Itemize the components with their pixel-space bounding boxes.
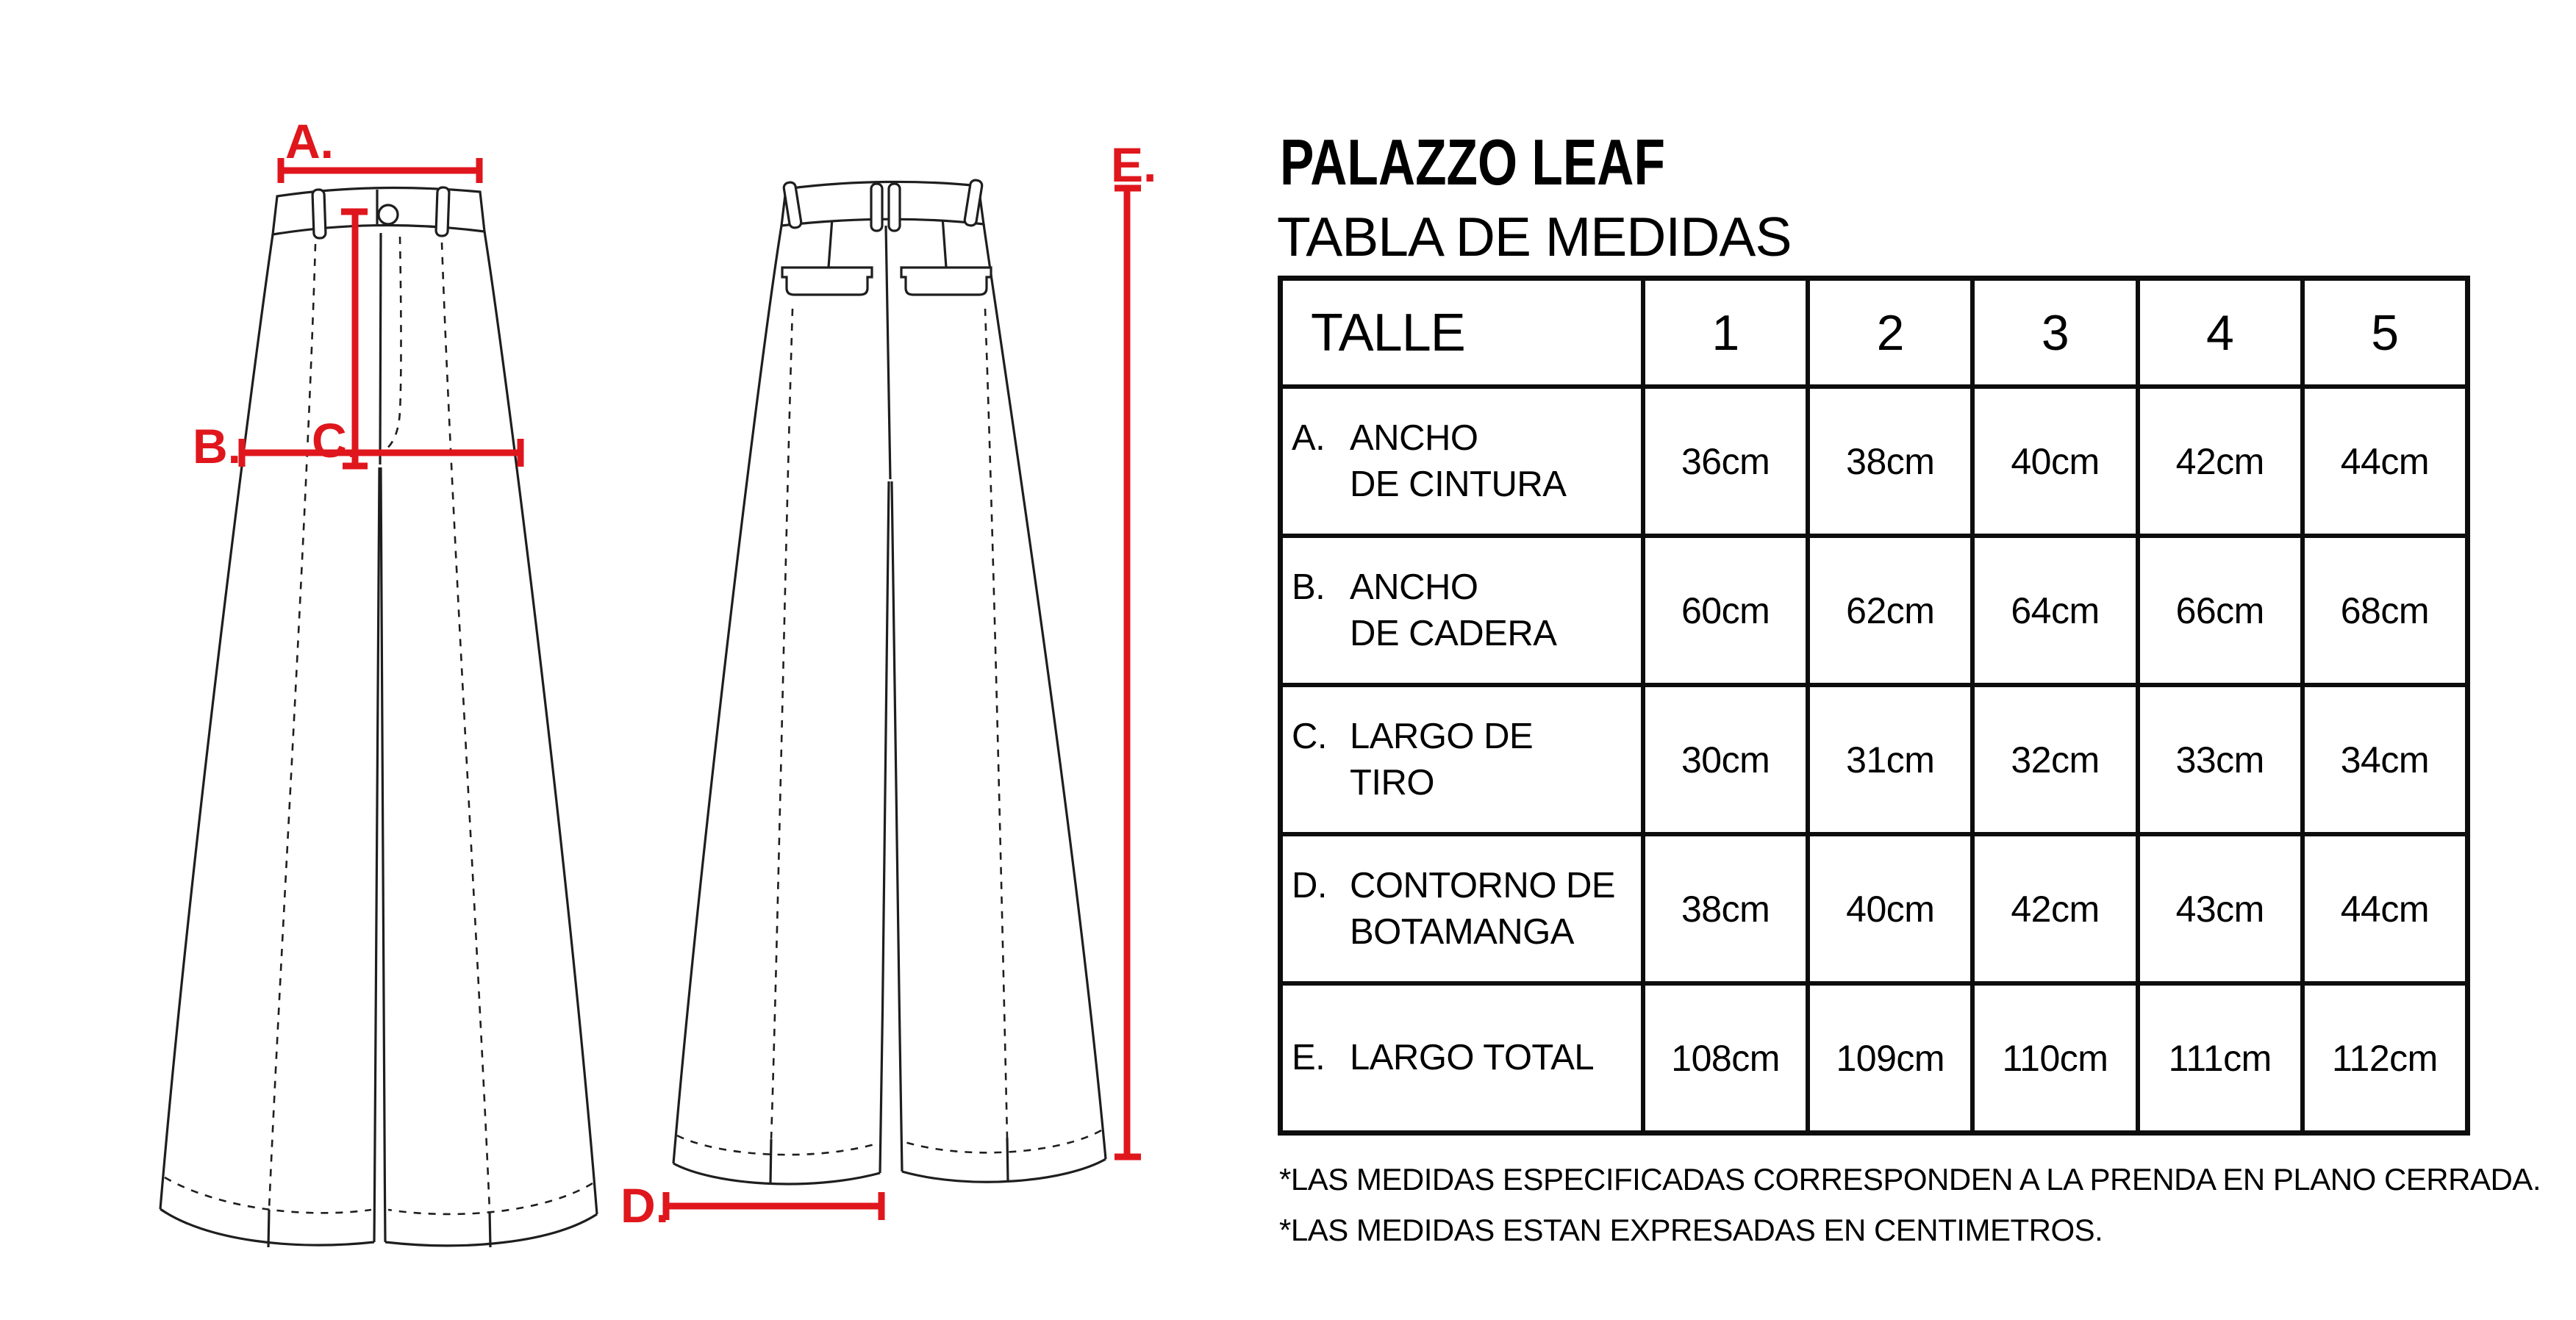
measure-line-e [1115,188,1141,1157]
back-left-dart [829,218,832,268]
page-subtitle: TABLA DE MEDIDAS [1277,206,1792,268]
cell-e-1: 108cm [1641,981,1806,1130]
cell-b-3: 64cm [1970,534,2135,683]
measure-line-d [666,1192,881,1220]
front-left-hem [160,1209,374,1245]
table-header-size-3: 3 [1970,281,2135,384]
cell-c-1: 30cm [1641,683,1806,832]
cell-c-3: 32cm [1970,683,2135,832]
front-left-outseam [160,234,273,1209]
measure-label-d: D. [620,1178,669,1233]
cell-b-1: 60cm [1641,534,1806,683]
back-left-outseam [673,226,781,1163]
back-right-pocket [901,268,991,295]
front-button [379,205,398,224]
front-left-inseam [374,467,379,1242]
cell-a-1: 36cm [1641,384,1806,534]
row-label-contorno-botamanga: D. CONTORNO DE BOTAMANGA [1283,832,1641,981]
cell-e-4: 111cm [2136,981,2300,1130]
front-right-outseam [484,232,597,1214]
size-table [1278,276,2470,1136]
measure-label-c: C. [312,413,360,467]
back-right-hem [902,1159,1106,1182]
table-header-size-2: 2 [1806,281,1970,384]
front-fly-stitch [379,237,401,454]
back-left-crease-solid [770,1139,771,1183]
back-right-crease-solid [1007,1138,1008,1181]
front-view-drawing [160,187,597,1247]
table-header-size-5: 5 [2300,281,2465,384]
cell-a-5: 44cm [2300,384,2465,534]
cell-e-2: 109cm [1806,981,1970,1130]
front-right-inseam [381,467,385,1242]
row-label-largo-tiro: C. LARGO DE TIRO [1283,683,1641,832]
back-right-crease [985,309,1007,1138]
row-label-ancho-cintura: A. ANCHO DE CINTURA [1283,384,1641,534]
cell-c-2: 31cm [1806,683,1970,832]
back-view-drawing [673,179,1106,1184]
cell-e-5: 112cm [2300,981,2465,1130]
front-belt-loop-right [436,187,449,237]
page-title: PALAZZO LEAF [1280,126,1665,198]
cell-b-2: 62cm [1806,534,1970,683]
back-right-outseam [984,224,1106,1159]
footnote-garment-flat: *LAS MEDIDAS ESPECIFICADAS CORRESPONDEN A LA PRENDA EN PLANO CERRADA. [1279,1162,2541,1197]
front-center-seam [380,233,381,464]
back-belt-loop-center-left [871,184,882,231]
measure-label-b: B. [193,419,241,473]
back-right-inseam [892,481,902,1172]
cell-d-1: 38cm [1641,832,1806,981]
cell-d-4: 43cm [2136,832,2300,981]
measurement-annotations [193,114,1156,1233]
front-right-hem-stitch [388,1183,593,1214]
cell-e-3: 110cm [1970,981,2135,1130]
cell-a-2: 38cm [1806,384,1970,534]
back-center-seam [886,226,890,479]
cell-a-4: 42cm [2136,384,2300,534]
back-left-pocket [782,268,872,295]
cell-c-4: 33cm [2136,683,2300,832]
cell-b-5: 68cm [2300,534,2465,683]
table-header-talle: TALLE [1311,303,1465,362]
garment-flat-sketch [0,0,1250,1320]
measure-label-a: A. [285,114,334,168]
front-left-crease-solid [268,1210,269,1247]
back-left-crease [771,309,793,1139]
front-left-crease [269,244,315,1210]
measure-label-e: E. [1111,137,1157,192]
table-header-size-1: 1 [1641,281,1806,384]
back-left-hem-stitch [677,1136,877,1155]
cell-c-5: 34cm [2300,683,2465,832]
table-header-size-4: 4 [2136,281,2300,384]
cell-d-5: 44cm [2300,832,2465,981]
back-left-inseam [880,481,889,1173]
front-left-hem-stitch [165,1177,371,1213]
cell-a-3: 40cm [1970,384,2135,534]
cell-d-2: 40cm [1806,832,1970,981]
front-right-crease [442,243,490,1211]
front-belt-loop-left [312,190,326,239]
back-right-dart [942,217,946,268]
back-left-hem [673,1163,880,1184]
footnote-centimeters: *LAS MEDIDAS ESTAN EXPRESADAS EN CENTIMETROS. [1279,1213,2103,1247]
row-label-ancho-cadera: B. ANCHO DE CADERA [1283,534,1641,683]
cell-b-4: 66cm [2136,534,2300,683]
cell-d-3: 42cm [1970,832,2135,981]
back-belt-loop-center-right [889,184,900,231]
row-label-largo-total: E. LARGO TOTAL [1283,981,1641,1130]
back-right-hem-stitch [905,1130,1101,1152]
